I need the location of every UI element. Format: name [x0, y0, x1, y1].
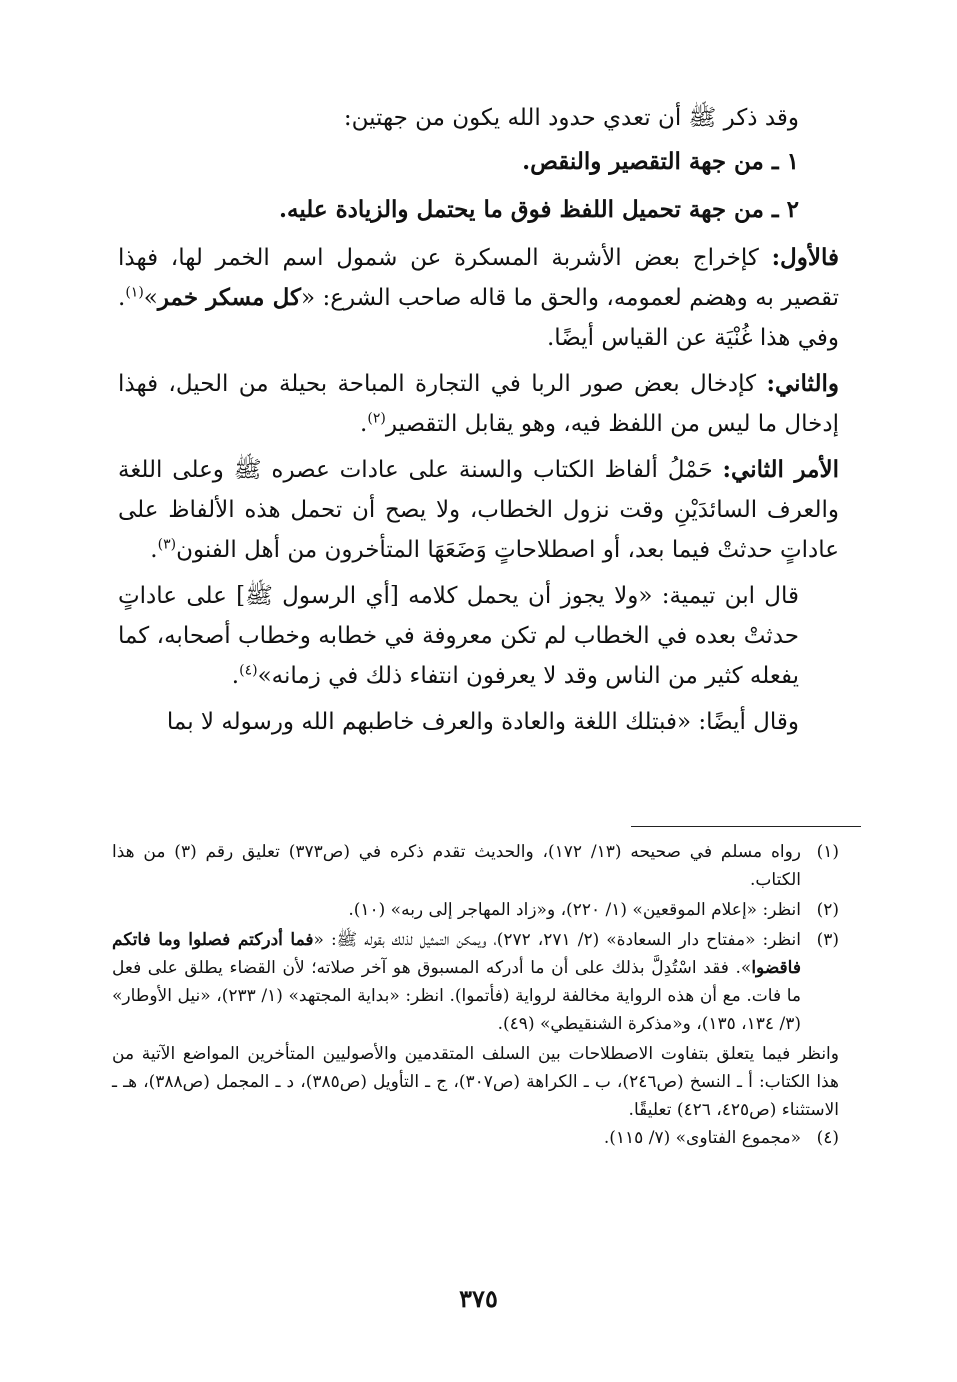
- second-label: والثاني:: [766, 370, 839, 397]
- second-paragraph: [118, 364, 839, 444]
- footnote-ref-1[interactable]: (١): [125, 284, 144, 301]
- footnote-3-text-b: ». فقد اسْتُدِلَّ بذلك على أن ما أدركه المسبوق هو آخر صلاته؛ لأن القضاء يطلق على فعل ما فات. مع أن هذه الرواية مخالفة لرواية (فأتموا). انظر: «بداية المجتهد» (١/ ٢٣٣)، «نيل الأوطار» (٣/ ١٣٤، ١٣٥)، و«مذكرة الشنقيطي» (٤٩).: [112, 958, 801, 1034]
- footnote-3-extra-text: وانظر فيما يتعلق بتفاوت الاصطلاحات بين السلف المتقدمين والأصوليين المتأخرين المواضع الآتية من هذا الكتاب: أ ـ النسخ (ص٢٤٦)، ب ـ الكراهة (ص٣٠٧)، ج ـ التأويل (ص٣٨٥)، د ـ المجمل (ص٣٨٨)، هـ ـ الاستثناء (ص٤٢٥، ٤٢٦) تعليقًا.: [112, 1044, 839, 1120]
- footnote-4-number: (٤): [816, 1128, 839, 1148]
- footnote-divider: [631, 826, 861, 827]
- list-item-2-text: ٢ ـ من جهة تحميل اللفظ فوق ما يحتمل والزيادة عليه.: [279, 196, 799, 223]
- list-item-1: [118, 142, 839, 182]
- footnote-ref-4[interactable]: (٤): [239, 662, 258, 679]
- ibn-text: قال ابن تيمية: «ولا يجوز أن يحمل كلامه [أي الرسول ﷺ] على عاداتٍ حدثتْ بعده في الخطاب لم تكن معروفة في خطابه وخطاب أصحابه، كما يفعله كثير من الناس وقد لا يعرفون انتفاء ذلك في زمانه»: [118, 583, 799, 689]
- footnote-3-continuation: [112, 1040, 839, 1124]
- ibn-tail: .: [231, 663, 240, 689]
- first-quote-close: »: [143, 285, 158, 311]
- footnote-ref-2[interactable]: (٢): [367, 410, 386, 427]
- footnote-3-text-a: انظر: «مفتاح دار السعادة» (٢/ ٢٧١، ٢٧٢)، ويمكن التمثيل لذلك بقوله ﷺ: «: [313, 930, 801, 950]
- second-text: كإدخال بعض صور الربا في التجارة المباحة بحيلة من الحيل، فهذا إدخال ما ليس من اللفظ فيه، وهو يقابل التقصير: [118, 371, 839, 437]
- footnote-1: [112, 838, 839, 894]
- first-quote: كل مسكر خمر: [157, 284, 301, 311]
- footnote-2: [112, 896, 839, 924]
- also-paragraph: [118, 702, 839, 742]
- second-tail: .: [360, 411, 368, 437]
- footnote-1-number: (١): [816, 842, 839, 862]
- ibn-paragraph: [118, 576, 839, 696]
- page-number: ٣٧٥: [459, 1284, 498, 1313]
- footnote-4: [112, 1124, 839, 1152]
- amr-text: حَمْلُ ألفاظ الكتاب والسنة على عادات عصره ﷺ وعلى اللغة والعرف السائدَيْنِ وقت نزول الخطاب، ولا يصح أن تحمل هذه الألفاظ على عاداتٍ حدثتْ فيما بعد، أو اصطلاحاتٍ وَضَعَهَا المتأخرون من أهل الفنون: [118, 457, 839, 563]
- footnote-3: [112, 926, 839, 1038]
- footnotes: [112, 838, 839, 1154]
- first-tail: . وفي هذا غُنْيَة عن القياس أيضًا.: [118, 285, 839, 351]
- first-text: كإخراج بعض الأشربة المسكرة عن شمول اسم الخمر لها، فهذا تقصير به وهضم لعمومه، والحق ما قاله صاحب الشرع: «: [118, 245, 839, 311]
- intro-paragraph: [118, 98, 839, 138]
- amr-label: الأمر الثاني:: [722, 456, 840, 483]
- first-paragraph: [118, 238, 839, 358]
- list-item-1-text: ١ ـ من جهة التقصير والنقص.: [522, 148, 799, 175]
- first-label: فالأول:: [771, 244, 839, 271]
- amr-tail: .: [150, 537, 158, 563]
- footnote-3-text: [112, 926, 801, 1038]
- footnote-1-text: رواه مسلم في صحيحه (١٣/ ١٧٢)، والحديث تقدم ذكره في (ص٣٧٣) تعليق رقم (٣) من هذا الكتاب.: [112, 842, 802, 890]
- footnote-ref-3[interactable]: (٣): [157, 536, 177, 553]
- footnote-2-number: (٢): [816, 900, 839, 920]
- also-text: وقال أيضًا: «فبتلك اللغة والعادة والعرف خاطبهم الله ورسوله لا بما: [166, 709, 799, 735]
- footnote-3-number: (٣): [816, 930, 839, 950]
- list-item-2: [118, 190, 839, 230]
- footnote-3-hadith: فما أدركتم فصلوا وما فاتكم فاقضوا: [112, 930, 801, 978]
- footnote-2-text: انظر: «إعلام الموقعين» (١/ ٢٢٠)، و«زاد المهاجر إلى ربه» (١٠).: [348, 900, 801, 920]
- main-text: [118, 98, 839, 748]
- amr-paragraph: [118, 450, 839, 570]
- intro-text: وقد ذكر ﷺ أن تعدي حدود الله يكون من جهتين:: [343, 105, 799, 131]
- footnote-4-text: «مجموع الفتاوى» (٧/ ١١٥).: [603, 1128, 801, 1148]
